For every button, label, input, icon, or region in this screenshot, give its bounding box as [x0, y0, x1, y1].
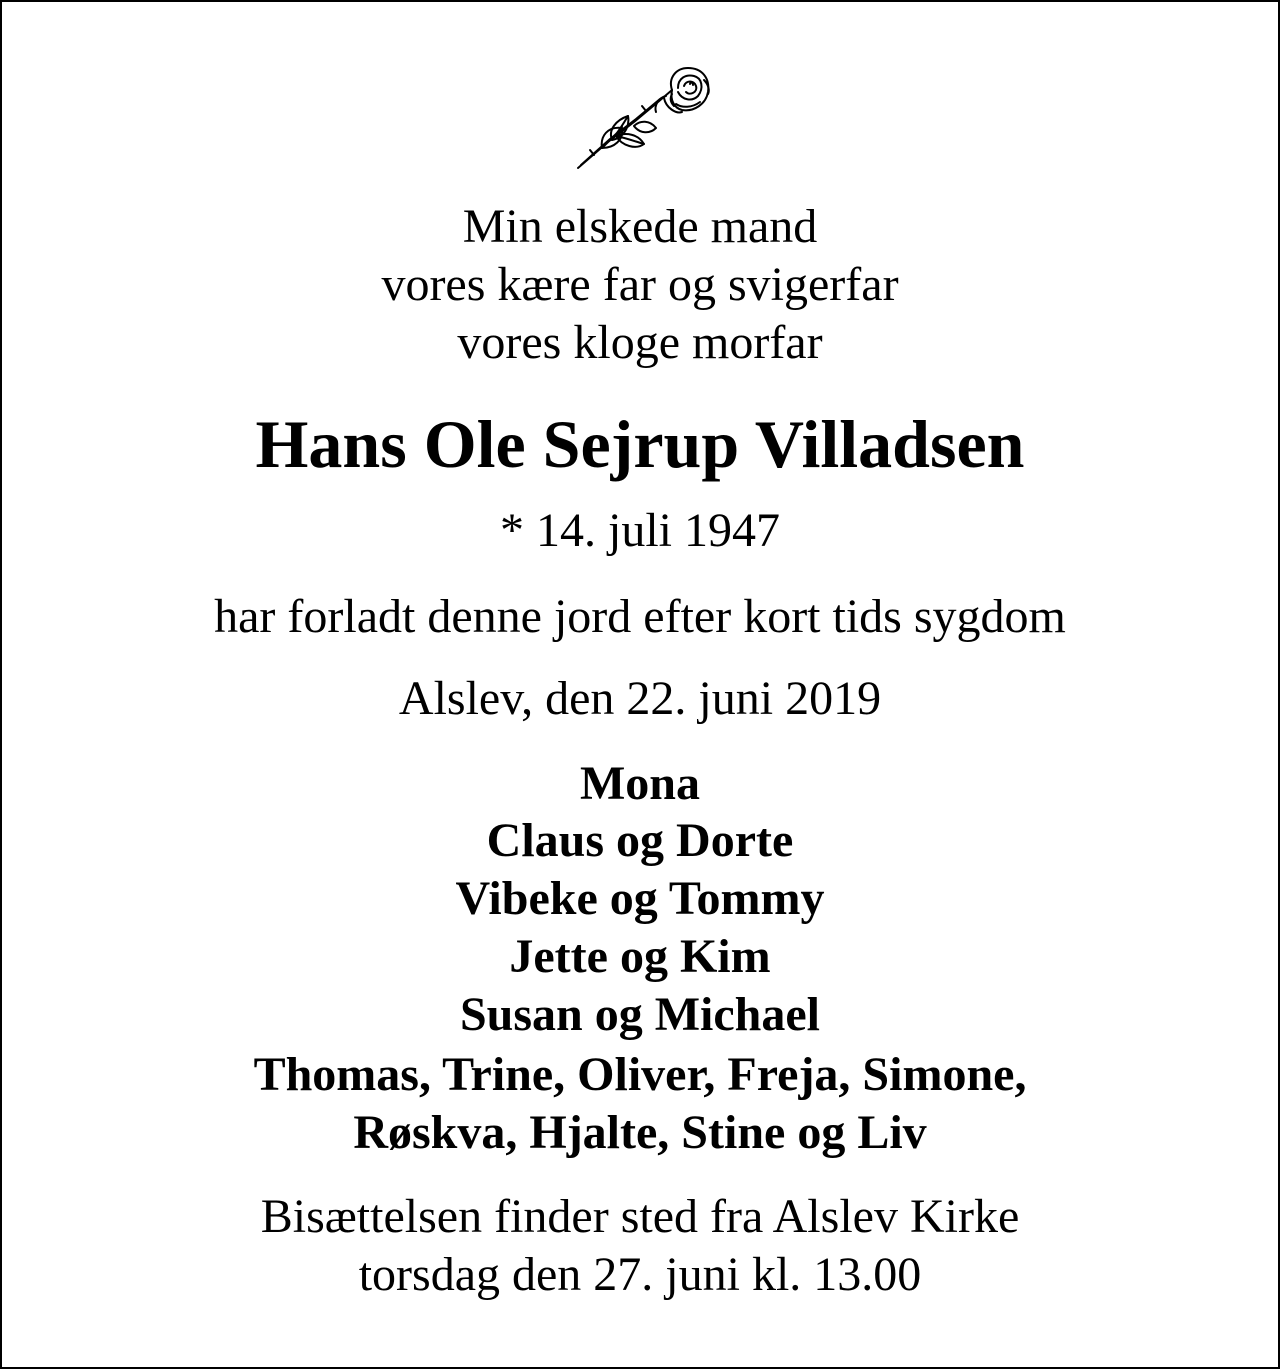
- intro-line-2: vores kære far og svigerfar: [381, 258, 899, 311]
- rose-icon: [572, 64, 714, 172]
- family-line-3: Vibeke og Tommy: [455, 872, 825, 925]
- family-line-1: Mona: [580, 757, 700, 810]
- place-date: Alslev, den 22. juni 2019: [398, 672, 882, 725]
- deceased-name: Hans Ole Sejrup Villadsen: [255, 406, 1025, 482]
- funeral-line-2: torsdag den 27. juni kl. 13.00: [358, 1248, 922, 1301]
- family-line-4: Jette og Kim: [509, 930, 771, 983]
- death-text: har forladt denne jord efter kort tids sygdom: [214, 590, 1066, 643]
- family-line-6: Thomas, Trine, Oliver, Freja, Simone,: [253, 1048, 1027, 1101]
- family-line-7: Røskva, Hjalte, Stine og Liv: [353, 1106, 927, 1159]
- intro-line-3: vores kloge morfar: [457, 316, 823, 369]
- intro-line-1: Min elskede mand: [462, 200, 818, 253]
- birth-date: * 14. juli 1947: [499, 504, 780, 557]
- family-line-2: Claus og Dorte: [486, 814, 794, 867]
- family-line-5: Susan og Michael: [459, 988, 821, 1041]
- funeral-line-1: Bisættelsen finder sted fra Alslev Kirke: [260, 1190, 1020, 1243]
